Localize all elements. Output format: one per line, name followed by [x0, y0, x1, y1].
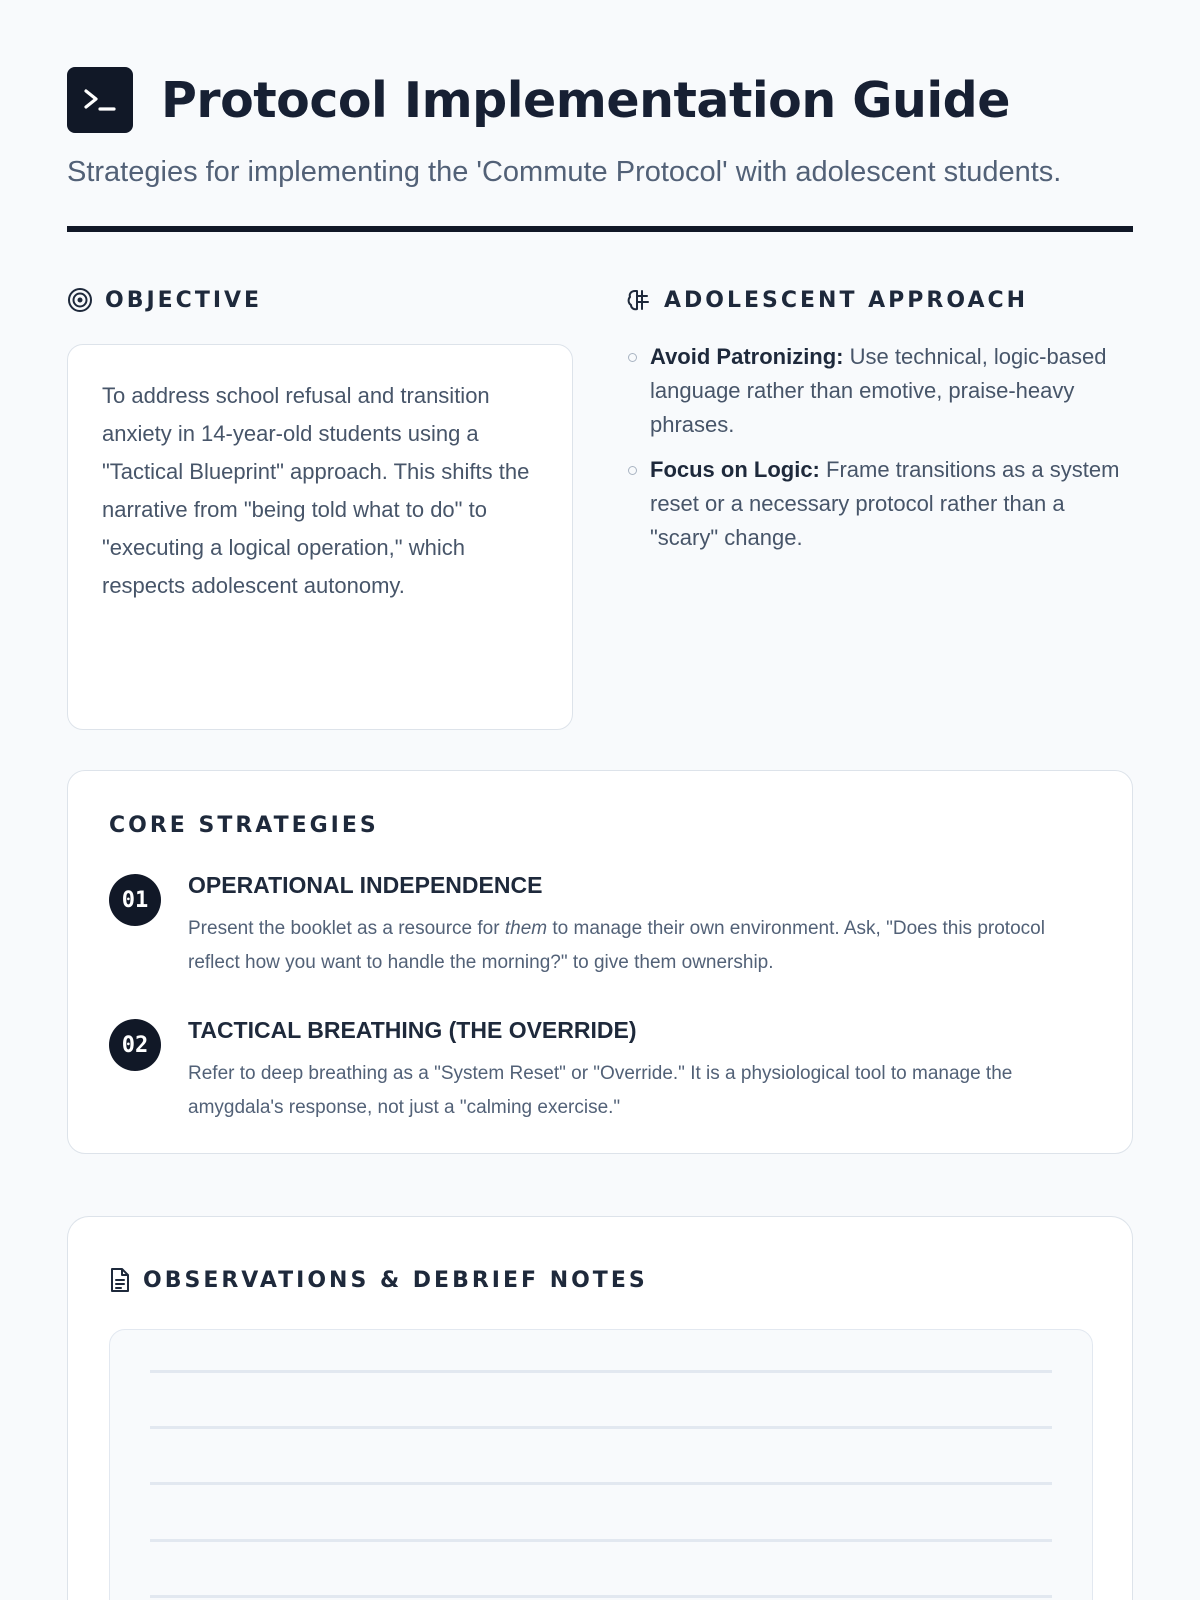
strategy-description [188, 1057, 1088, 1125]
objective-heading [67, 287, 262, 313]
note-line [150, 1595, 1052, 1598]
step-number-badge: 01 [109, 874, 161, 926]
observations-heading-label: OBSERVATIONS & DEBRIEF NOTES [143, 1267, 648, 1293]
page-subtitle: Strategies for implementing the 'Commute Protocol' with adolescent students. [67, 156, 1062, 188]
strategy-desc-text: Refer to deep breathing as a "System Reset" or "Override." It is a physiological tool to manage the amygdala's response, not just a "calming exercise." [188, 1063, 1013, 1118]
approach-term: Avoid Patronizing: [650, 344, 844, 369]
brain-icon [626, 287, 652, 313]
observations-card [67, 1216, 1133, 1600]
document-icon [109, 1267, 131, 1293]
strategy-desc-emphasis: them [504, 918, 548, 939]
core-strategies-card [67, 770, 1133, 1154]
objective-card [67, 344, 573, 730]
strategy-description [188, 912, 1088, 980]
approach-heading [626, 287, 1028, 313]
note-line [150, 1539, 1052, 1542]
objective-body: To address school refusal and transition anxiety in 14-year-old students using a "Tactical Blueprint" approach. This shifts the narrative from "being told what to do" to "executing a logical operation," which respects adolescent autonomy. [102, 383, 530, 598]
bullet-icon [628, 466, 637, 475]
notes-area[interactable] [109, 1329, 1093, 1600]
core-strategies-heading: CORE STRATEGIES [109, 813, 379, 838]
list-item [626, 453, 1136, 555]
page-header [67, 67, 1133, 133]
note-line [150, 1370, 1052, 1373]
target-icon [67, 287, 93, 313]
overview-section [67, 232, 1133, 729]
observations-heading [109, 1267, 648, 1293]
objective-heading-label: OBJECTIVE [105, 287, 263, 313]
approach-text: Use technical, logic-based language rather than emotive, praise-heavy phrases. [650, 344, 1107, 437]
page-title: Protocol Implementation Guide [161, 71, 1010, 129]
step-number-badge: 02 [109, 1019, 161, 1071]
approach-heading-label: ADOLESCENT APPROACH [664, 287, 1029, 313]
approach-text: Frame transitions as a system reset or a necessary protocol rather than a "scary" change. [650, 457, 1120, 550]
page [67, 67, 1133, 729]
list-item [626, 340, 1136, 442]
approach-term: Focus on Logic: [650, 457, 820, 482]
strategy-desc-text: to manage their own environment. Ask, "Does this protocol reflect how you want to handle the morning?" to give them ownership. [188, 918, 1045, 973]
bullet-icon [628, 353, 637, 362]
note-line [150, 1426, 1052, 1429]
approach-list [626, 340, 1136, 566]
strategy-title: OPERATIONAL INDEPENDENCE [188, 872, 543, 898]
strategy-title: TACTICAL BREATHING (THE OVERRIDE) [188, 1017, 637, 1043]
terminal-icon [67, 67, 133, 133]
strategy-desc-text: Present the booklet as a resource for [188, 918, 505, 939]
note-line [150, 1482, 1052, 1485]
